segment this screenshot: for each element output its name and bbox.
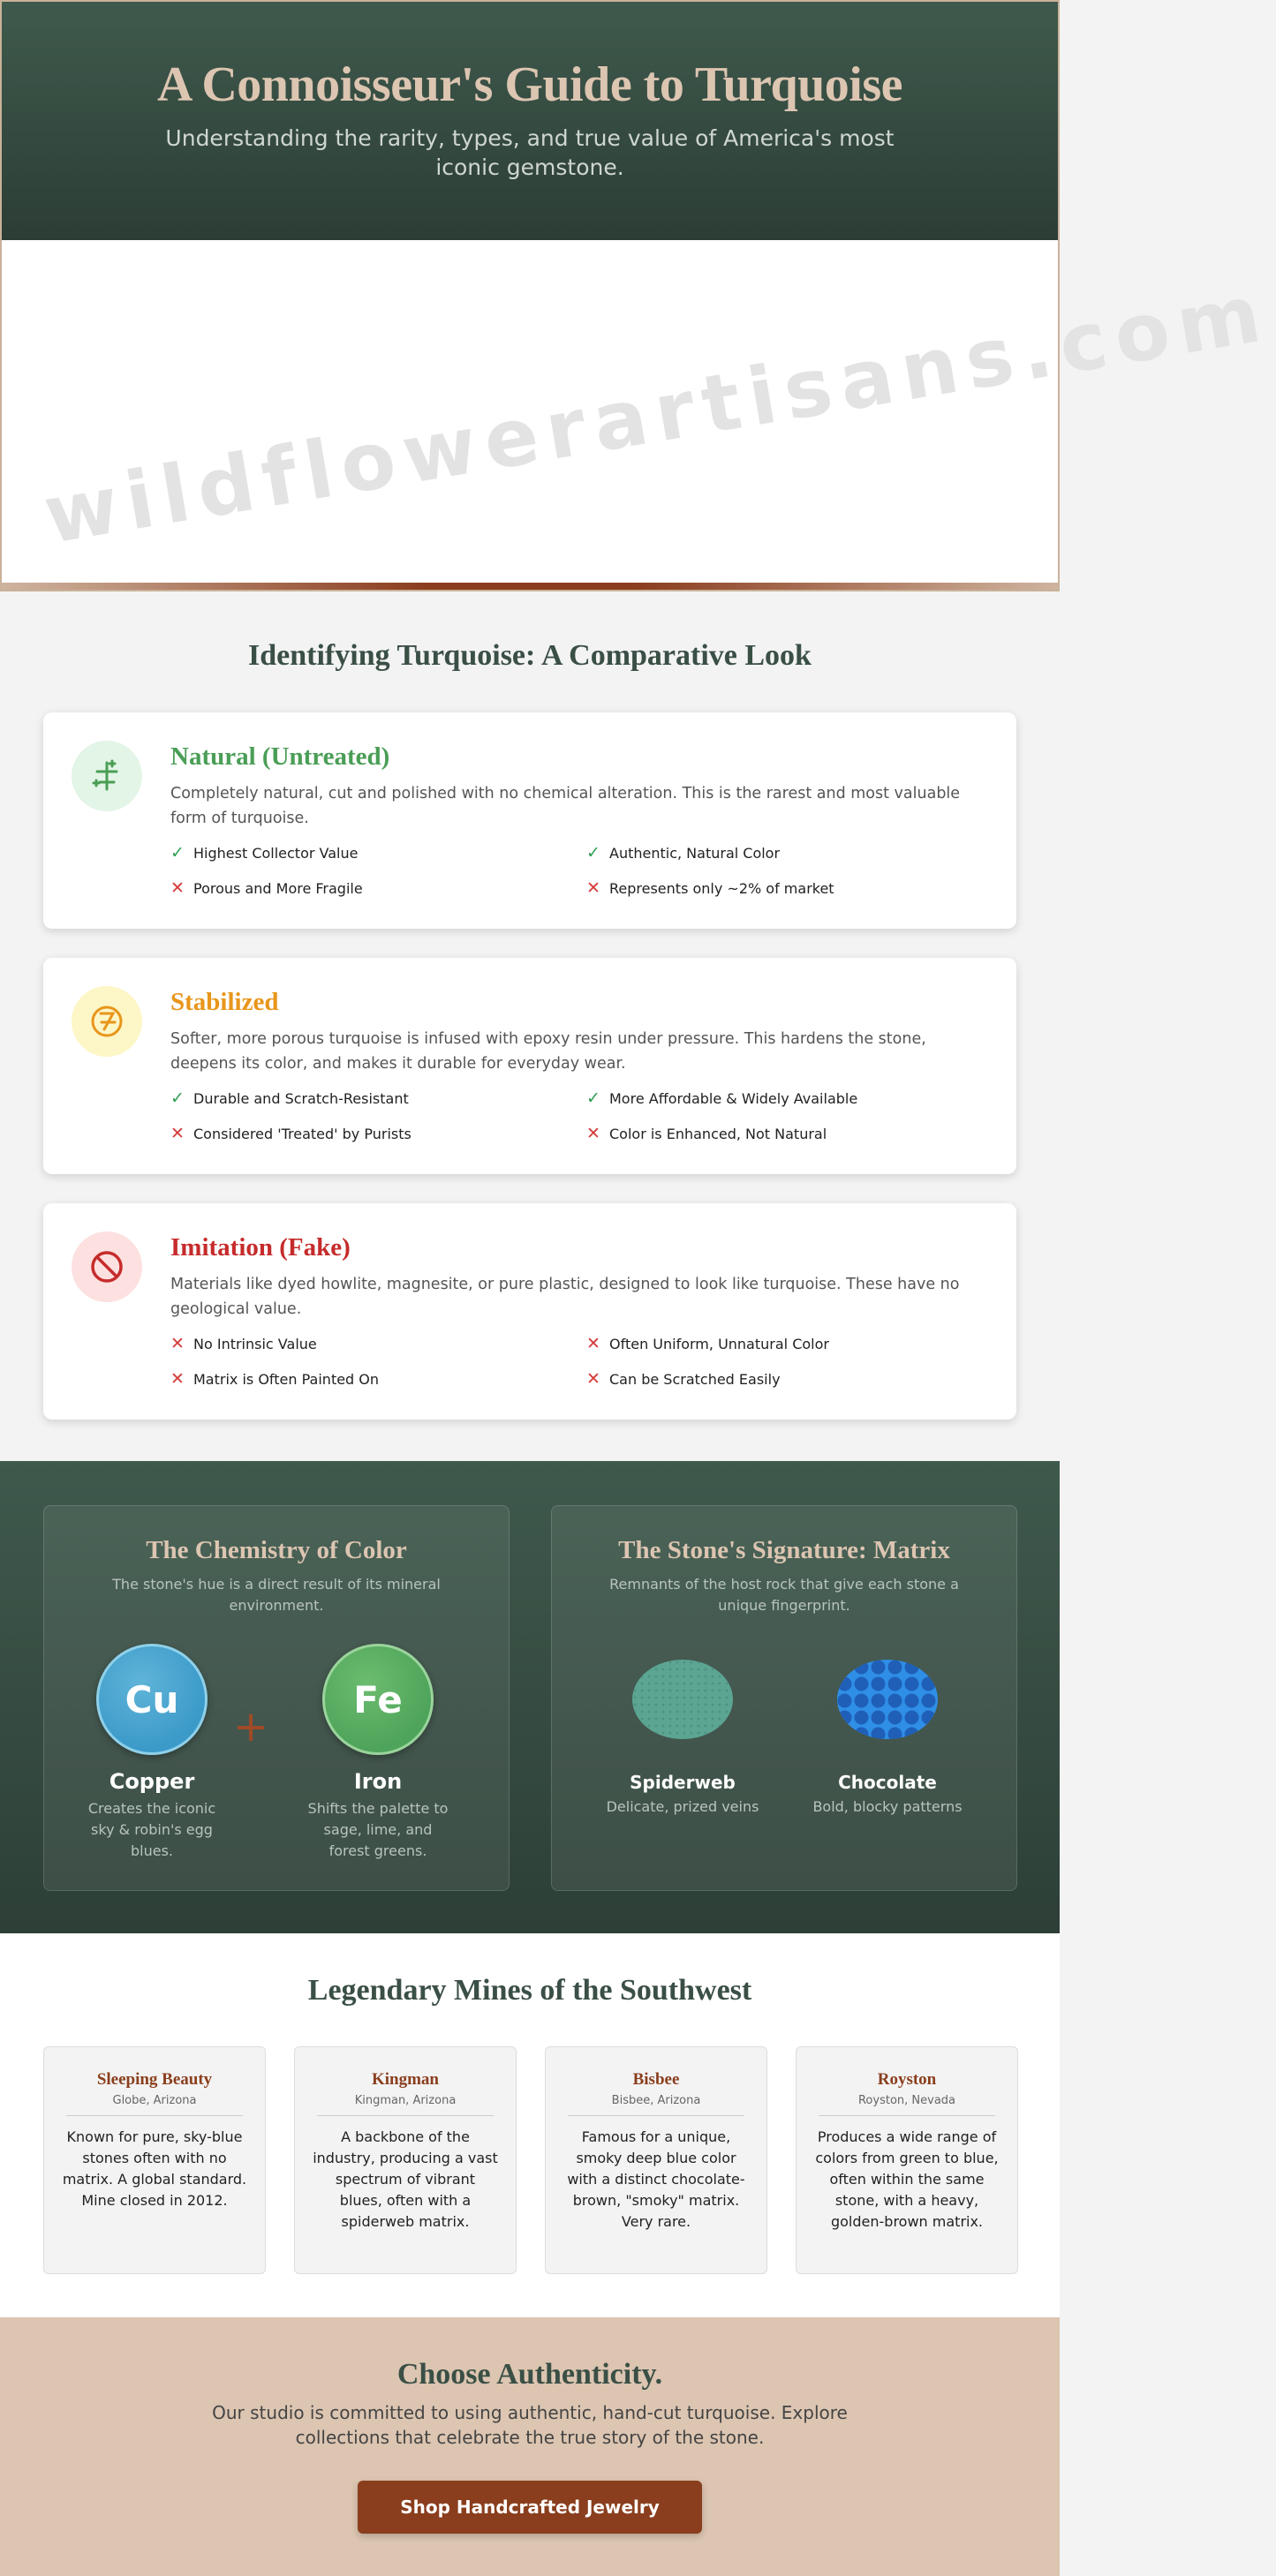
spiderweb-swatch (631, 1659, 734, 1740)
copper-element: Cu (96, 1644, 208, 1755)
chemistry-title: The Chemistry of Color (146, 1536, 407, 1564)
iron-element: Fe (322, 1644, 434, 1755)
prohibited-icon (72, 1232, 142, 1302)
shop-jewelry-button[interactable]: Shop Handcrafted Jewelry (358, 2481, 702, 2534)
check-icon: ✓ (170, 1088, 185, 1108)
cross-icon: ✕ (586, 878, 600, 898)
mine-location: Royston, Nevada (857, 2094, 956, 2107)
check-icon: ✓ (170, 843, 185, 862)
mine-card (43, 2046, 266, 2274)
mine-description: Known for pure, sky-blue stones often with no matrix. A global standard. Mine closed in 2012. (62, 2128, 247, 2209)
feature-item: ✕ Matrix is Often Painted On (170, 1369, 380, 1389)
feature-item: ✓ Authentic, Natural Color (586, 843, 781, 862)
matrix-subtitle: Remnants of the host rock that give each stone a unique fingerprint. (609, 1576, 959, 1614)
divider (317, 2115, 494, 2116)
feature-item: ✕ Porous and More Fragile (170, 878, 363, 898)
matrix-panel (551, 1505, 1017, 1891)
type-description: Softer, more porous turquoise is infused with epoxy resin under pressure. This hardens the stone, deepens its color, and makes it durable for everyday wear. (170, 1030, 926, 1073)
mine-location: Bisbee, Arizona (611, 2094, 701, 2107)
page-title: A Connoisseur's Guide to Turquoise (156, 57, 903, 112)
type-title: Stabilized (170, 988, 279, 1016)
chocolate-swatch (836, 1659, 939, 1740)
type-card-natural (43, 712, 1016, 929)
cross-icon: ✕ (170, 1124, 185, 1143)
mine-location: Globe, Arizona (112, 2094, 197, 2107)
cross-icon: ✕ (586, 1369, 600, 1389)
banner-accent-bar (2, 583, 1058, 590)
banner-image (0, 240, 1276, 591)
mine-description: A backbone of the industry, producing a vast spectrum of vibrant blues, often with a spiderweb matrix. (313, 2128, 498, 2230)
spiderweb-description: Delicate, prized veins (606, 1798, 759, 1815)
type-description: Completely natural, cut and polished with no chemical alteration. This is the rarest and most valuable form of turquoise. (170, 785, 961, 827)
check-icon: ✓ (586, 843, 600, 862)
cta-section (0, 2317, 1060, 2576)
chocolate-description: Bold, blocky patterns (812, 1798, 963, 1815)
shield-icon (72, 986, 142, 1057)
mine-card (294, 2046, 517, 2274)
type-card-stabilized (43, 958, 1016, 1174)
copper-name: Copper (109, 1769, 195, 1794)
hero-section (0, 0, 1060, 240)
cta-title: Choose Authenticity. (396, 2358, 663, 2391)
sparkle-icon (72, 741, 142, 811)
mine-description: Produces a wide range of colors from green to blue, often within the same stone, with a heavy, golden-brown matrix. (815, 2128, 999, 2230)
feature-item: ✕ No Intrinsic Value (170, 1334, 317, 1353)
mine-name: Royston (877, 2070, 937, 2089)
type-title: Natural (Untreated) (170, 742, 390, 771)
mine-location: Kingman, Arizona (354, 2094, 457, 2107)
feature-item: ✓ Highest Collector Value (170, 843, 359, 862)
type-card-imitation (43, 1203, 1016, 1420)
cross-icon: ✕ (170, 1334, 185, 1353)
watermark: wildflowerartisans.com (37, 266, 1276, 562)
feature-item: ✕ Represents only ~2% of market (586, 878, 834, 898)
cta-text: Our studio is committed to using authentic, hand-cut turquoise. Explore collections that celebrate the true story of the stone. (212, 2402, 848, 2448)
mine-description: Famous for a unique, smoky deep blue color with a distinct chocolate-brown, "smoky" matrix. Very rare. (567, 2128, 745, 2230)
chemistry-subtitle: The stone's hue is a direct result of its mineral environment. (112, 1576, 441, 1614)
iron-description: Shifts the palette to sage, lime, and forest greens. (307, 1800, 449, 1859)
plus-sign: + (233, 1702, 269, 1751)
copper-description: Creates the iconic sky & robin's egg blues. (87, 1800, 216, 1859)
mine-card (796, 2046, 1018, 2274)
check-icon: ✓ (586, 1088, 600, 1108)
divider (819, 2115, 995, 2116)
mine-name: Bisbee (632, 2070, 680, 2089)
feature-item: ✕ Often Uniform, Unnatural Color (586, 1334, 829, 1353)
feature-item: ✕ Considered 'Treated' by Purists (170, 1124, 411, 1143)
matrix-title: The Stone's Signature: Matrix (618, 1536, 950, 1564)
mine-name: Kingman (371, 2070, 440, 2089)
divider (66, 2115, 243, 2116)
chocolate-name: Chocolate (838, 1772, 937, 1793)
mine-name: Sleeping Beauty (96, 2070, 213, 2089)
identify-section-title: Identifying Turquoise: A Comparative Look (248, 639, 812, 672)
chemistry-panel (43, 1505, 510, 1891)
mines-section (0, 1933, 1060, 2317)
feature-item: ✕ Color is Enhanced, Not Natural (586, 1124, 827, 1143)
spiderweb-name: Spiderweb (630, 1772, 736, 1793)
feature-item: ✕ Can be Scratched Easily (586, 1369, 781, 1389)
cross-icon: ✕ (586, 1124, 600, 1143)
cross-icon: ✕ (586, 1334, 600, 1353)
feature-item: ✓ Durable and Scratch-Resistant (170, 1088, 409, 1108)
divider (568, 2115, 744, 2116)
mine-card (545, 2046, 767, 2274)
mines-title: Legendary Mines of the Southwest (307, 1974, 752, 2007)
cross-icon: ✕ (170, 878, 185, 898)
science-section (0, 1461, 1060, 1933)
feature-item: ✓ More Affordable & Widely Available (586, 1088, 858, 1108)
iron-name: Iron (353, 1769, 403, 1794)
hero-subtitle: Understanding the rarity, types, and true value of America's most iconic gemstone. (165, 125, 895, 180)
cross-icon: ✕ (170, 1369, 185, 1389)
type-description: Materials like dyed howlite, magnesite, or pure plastic, designed to look like turquoise. These have no geological value. (170, 1276, 960, 1318)
type-title: Imitation (Fake) (170, 1233, 351, 1262)
